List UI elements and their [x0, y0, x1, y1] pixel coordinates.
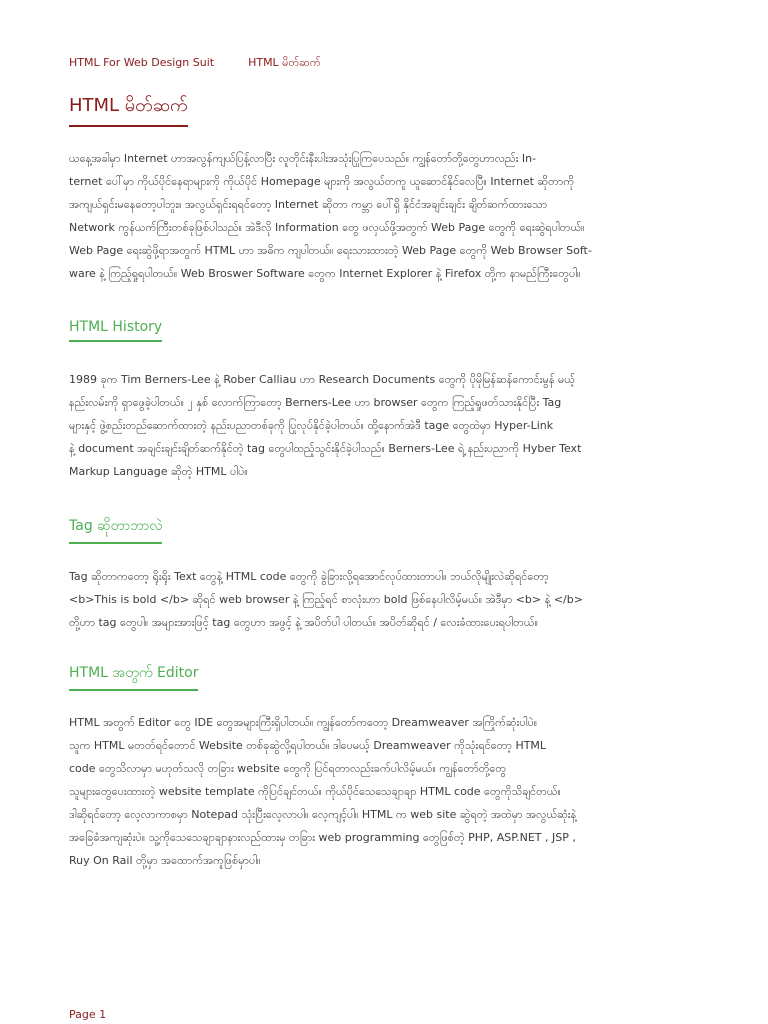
text-line: Web Page ရေးဆွဲဖို့ရာအတွက် HTML ဟာ အဓိက ကျပါတယ်။ ရေးသားထားတဲ့ Web Page တွေကို Web Browser Soft- — [69, 244, 592, 257]
text-line: Tag ဆိုတာကတော့ ရိုးရိုး Text တွေနဲ့ HTML code တွေကို ခွဲခြားလို့ရအောင်လုပ်ထားတာပါ။ ဘယ်လိုမျိုးလဲဆိုရင်တော့ — [69, 570, 549, 583]
intro-paragraph — [69, 147, 685, 285]
text-line: Network ကွန်ယက်ကြီးတစ်ခုဖြစ်ပါသည်။ အဲဒီလို Information တွေ ဖလှယ်ဖို့အတွက် Web Page တွေကို ရေးဆွဲရပါတယ်။ — [69, 221, 585, 234]
text-line: HTML အတွက် Editor တွေ IDE တွေအများကြီးရှိပါတယ်။ ကျွန်တော်ကတော့ Dreamweaver အကြိုက်ဆုံးပါပဲ။ — [69, 716, 538, 729]
text-line: သူများတွေပေးထားတဲ့ website template ကိုပြင်ချင်တယ်။ ကိုယ်ပိုင်သေသေချာချာ HTML code တွေကိုသိချင်တယ်။ — [69, 785, 561, 798]
section-heading-tag: Tag ဆိုတာဘာလဲ — [69, 516, 162, 544]
tag-paragraph — [69, 565, 685, 634]
section-heading-editor: HTML အတွက် Editor — [69, 663, 198, 691]
text-line: နည်းလမ်းကို ရှာဖွေခဲ့ပါတယ်။ ၂ နှစ် လောက်ကြာတော့ Berners-Lee ဟာ browser တွေက ကြည့်ရှုဖတ်သားနိုင်ပြီး Tag — [69, 396, 562, 409]
text-line: Markup Language ဆိုတဲ့ HTML ပါပဲ။ — [69, 465, 248, 478]
text-line: ware နဲ့ ကြည့်ရှုရပါတယ်။ Web Broswer Software တွေက Internet Explorer နဲ့ Firefox တို့က နာမည်ကြီးတွေပါ။ — [69, 267, 581, 280]
title-block — [69, 93, 188, 127]
history-paragraph — [69, 368, 685, 483]
text-line: ternet ပေါ်မှာ ကိုယ်ပိုင်နေရာများကို ကိုယ်ပိုင် Homepage များကို အလွယ်တကူ ယူဆောင်နိုင်လေပြီ။ Internet ဆိုတာကို — [69, 175, 575, 188]
page-title: HTML မိတ်ဆက် — [69, 93, 188, 127]
text-line: နဲ့ document အချင်းချင်းချိတ်ဆက်နိုင်တဲ့ tag တွေပါထည့်သွင်းနိုင်ခဲ့ပါသည်။ Berners-Lee ရဲ့ နည်းပညာကို Hyber Text — [69, 442, 582, 455]
header-doc-title: HTML For Web Design Suit — [69, 56, 215, 69]
text-line: 1989 ခုက Tim Berners-Lee နဲ့ Rober Calliau ဟာ Research Documents တွေကို ပိုမိုမြန်ဆန်ကောင်းမွန် မယ့် — [69, 373, 575, 386]
text-line: သူက HTML မတတ်ရင်တောင် Website တစ်ခုဆွဲလို့ရပါတယ်။ ဒါပေမယ့် Dreamweaver ကိုသုံးရင်တော့ HTML — [69, 739, 547, 752]
text-line: တို့ဟာ tag တွေပါ။ အများအားဖြင့် tag တွေဟာ အဖွင့် နဲ့ အပိတ်ပါ ပါတယ်။ အပိတ်ဆိုရင် / လေးခံထားပေးရပါတယ်။ — [69, 616, 538, 629]
text-line: ယနေ့အခါမှာ Internet ဟာအလွန်ကျယ်ပြန့်လာပြီး လူတိုင်းနီးပါးအသုံးပြုကြပေသည်။ ကျွန်တော်တို့တွေဟာလည်း In- — [69, 152, 537, 165]
page-number: Page 1 — [69, 1008, 107, 1021]
running-header — [69, 56, 321, 72]
section-heading-history: HTML History — [69, 319, 162, 342]
text-line: အခြေခံအကျဆုံးပဲ။ သူ့ကိုသေသေချာချာနားလည်ထားမှ တခြား web programming တွေဖြစ်တဲ့ PHP, ASP.NET , JSP , — [69, 831, 576, 844]
text-line: <b>This is bold </b> ဆိုရင် web browser နဲ့ ကြည့်ရင် စာလုံးဟာ bold ဖြစ်နေပါလိမ့်မယ်။ အဲဒီမှာ <b> နဲ့ </b> — [69, 593, 583, 606]
text-line: Ruy On Rail တို့မှာ အထောက်အကူဖြစ်မှာပါ။ — [69, 854, 261, 867]
text-line: ဒါဆိုရင်တော့ လေ့လာကာစမှာ Notepad သုံးပြီးလေ့လာပါ။ လေ့ကျင့်ပါ။ HTML က web site ဆွဲရတဲ့ အထဲမှာ အလွယ်ဆုံးနဲ့ — [69, 808, 577, 821]
header-chapter-title: HTML မိတ်ဆက် — [248, 56, 321, 69]
text-line: များနှင့် ဖွဲ့စည်းတည်ဆောက်ထားတဲ့ နည်းပညာတစ်ခုကို ပြုလုပ်နိုင်ခဲ့ပါတယ်။ ထို့နောက်အဲဒီ tage တွေထဲမှာ Hyper-Link — [69, 419, 554, 432]
editor-paragraph — [69, 711, 685, 872]
text-line: အကျယ်ရှင်းမနေတော့ပါဘူး။ အလွယ်ရှင်းရရင်တော့ Internet ဆိုတာ ကမ္ဘာ ပေါ်ရှိ နိုင်ငံအချင်းချင်း ချိတ်ဆက်ထားသော — [69, 198, 548, 211]
text-line: code တွေသိလာမှာ မဟုတ်သလို တခြား website တွေကို ပြင်ရတာလည်းခက်ပါလိမ့်မယ်။ ကျွန်တော်တို့တွေ — [69, 762, 507, 775]
